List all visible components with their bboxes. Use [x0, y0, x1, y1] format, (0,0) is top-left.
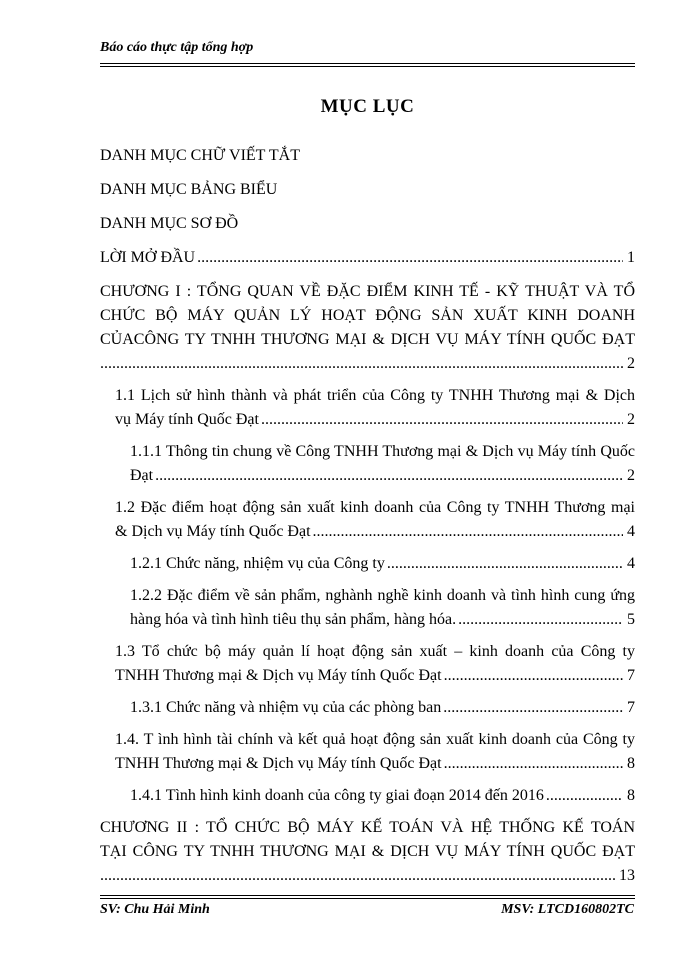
toc-entry-text-line2: CHỨC BỘ MÁY QUẢN LÝ HOẠT ĐỘNG SẢN XUẤT KINH DOANH [100, 307, 635, 324]
toc-entry-text-line1: CHƯƠNG II : TỔ CHỨC BỘ MÁY KẾ TOÁN VÀ HỆ THỐNG KẾ TOÁN [100, 819, 635, 836]
toc-entry-text-line1: CHƯƠNG I : TỔNG QUAN VỀ ĐẶC ĐIỂM KINH TẾ - KỸ THUẬT VÀ TỔ [100, 283, 635, 300]
table-of-contents [100, 144, 635, 888]
toc-page-number: 8 [627, 755, 635, 772]
toc-entry-1-4[interactable] [115, 728, 635, 776]
leader-dots [444, 664, 623, 688]
toc-entry-1-2[interactable] [115, 496, 635, 544]
toc-entry-text: LỜI MỞ ĐẦU [100, 249, 196, 266]
toc-entry-text-line1: 1.3 Tổ chức bộ máy quản lí hoạt động sản xuất – kinh doanh của Công ty [115, 643, 635, 660]
toc-page-number: 8 [627, 787, 635, 804]
toc-entry-text: DANH MỤC BẢNG BIỂU [100, 181, 278, 198]
leader-dots [387, 552, 623, 576]
toc-entry-chapter-1[interactable] [100, 280, 635, 376]
toc-page-number: 4 [627, 555, 635, 572]
footer-student-id: MSV: LTCD160802TC [501, 902, 634, 917]
toc-page-number: 2 [627, 411, 635, 428]
toc-entry-text-line1: 1.1.1 Thông tin chung về Công TNHH Thương mại & Dịch vụ Máy tính Quốc [130, 443, 635, 460]
footer-rule-double [100, 898, 635, 899]
toc-entry-text: 1.2.1 Chức năng, nhiệm vụ của Công ty [130, 555, 385, 572]
leader-dots [100, 864, 615, 888]
toc-entry-diagrams[interactable] [100, 212, 635, 236]
toc-entry-1-3-1[interactable] [130, 696, 635, 720]
toc-entry-1-2-2[interactable] [130, 584, 635, 632]
header-rule-double [100, 66, 635, 67]
toc-entry-introduction[interactable] [100, 246, 635, 270]
leader-dots [443, 696, 623, 720]
toc-entry-1-1-1[interactable] [130, 440, 635, 488]
footer-student-name: SV: Chu Hải Minh [100, 902, 210, 917]
toc-entry-chapter-2[interactable] [100, 816, 635, 888]
toc-entry-text-line2: & Dịch vụ Máy tính Quốc Đạt [115, 523, 311, 540]
toc-entry-text: DANH MỤC CHỮ VIẾT TẮT [100, 147, 300, 164]
toc-page-number: 5 [627, 611, 635, 628]
leader-dots [261, 408, 623, 432]
toc-entry-abbreviations[interactable] [100, 144, 635, 168]
toc-entry-text-line2: Đạt [130, 467, 154, 484]
footer-rule [100, 895, 635, 896]
toc-page-number: 7 [627, 699, 635, 716]
toc-entry-1-2-1[interactable] [130, 552, 635, 576]
toc-page-number: 13 [619, 867, 635, 884]
toc-entry-text-line3: CỦACÔNG TY TNHH THƯƠNG MẠI & DỊCH VỤ MÁY TÍNH QUỐC ĐẠT [100, 331, 635, 348]
toc-entry-text-line1: 1.4. T ình hình tài chính và kết quả hoạt động sản xuất kinh doanh của Công ty [115, 731, 635, 748]
running-header: Báo cáo thực tập tổng hợp [100, 40, 254, 55]
toc-page-number: 2 [627, 355, 635, 372]
leader-dots [458, 608, 623, 632]
toc-entry-text-line2: TNHH Thương mại & Dịch vụ Máy tính Quốc Đạt [115, 667, 442, 684]
toc-entry-tables[interactable] [100, 178, 635, 202]
toc-entry-text-line1: 1.2.2 Đặc điểm về sản phẩm, nghành nghề kinh doanh và tình hình cung ứng [130, 587, 635, 604]
leader-dots [197, 246, 623, 270]
toc-page-number: 4 [627, 523, 635, 540]
leader-dots [155, 464, 623, 488]
toc-entry-text: DANH MỤC SƠ ĐỒ [100, 215, 239, 232]
toc-page-number: 2 [627, 467, 635, 484]
toc-entry-text: 1.4.1 Tình hình kinh doanh của công ty giai đoạn 2014 đến 2016 [130, 787, 544, 804]
header-rule [100, 63, 635, 64]
leader-dots [313, 520, 623, 544]
toc-entry-text-line2: hàng hóa và tình hình tiêu thụ sản phẩm, hàng hóa. [130, 611, 457, 628]
leader-dots [444, 752, 623, 776]
toc-entry-text-line1: 1.2 Đặc điểm hoạt động sản xuất kinh doanh của Công ty TNHH Thương mại [115, 499, 635, 516]
toc-entry-text-line2: TNHH Thương mại & Dịch vụ Máy tính Quốc Đạt [115, 755, 442, 772]
page-title: MỤC LỤC [320, 96, 415, 117]
toc-entry-1-4-1[interactable] [130, 784, 635, 808]
toc-entry-1-1[interactable] [115, 384, 635, 432]
toc-page-number: 1 [627, 249, 635, 266]
toc-page-number: 7 [627, 667, 635, 684]
toc-entry-text-line2: TẠI CÔNG TY TNHH THƯƠNG MẠI & DỊCH VỤ MÁY TÍNH QUỐC ĐẠT [100, 843, 635, 860]
toc-entry-text: 1.3.1 Chức năng và nhiệm vụ của các phòng ban [130, 699, 442, 716]
toc-entry-1-3[interactable] [115, 640, 635, 688]
leader-dots [546, 784, 623, 808]
leader-dots [100, 352, 623, 376]
toc-entry-text-line2: vụ Máy tính Quốc Đạt [115, 411, 259, 428]
toc-entry-text-line1: 1.1 Lịch sử hình thành và phát triển của Công ty TNHH Thương mại & Dịch [115, 387, 635, 404]
